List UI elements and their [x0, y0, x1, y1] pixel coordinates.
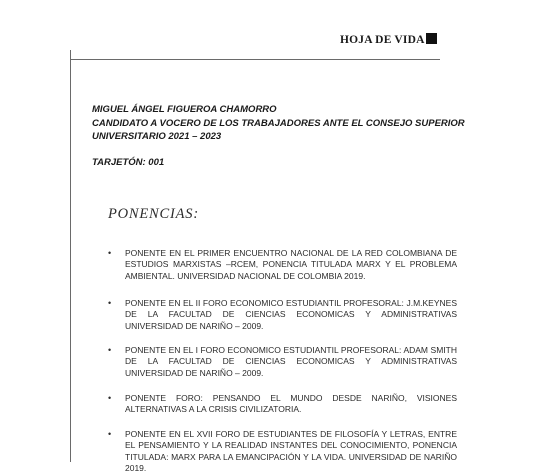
square-marker-icon — [426, 33, 437, 44]
ballot-number: TARJETÓN: 001 — [92, 157, 165, 168]
bullet-icon: • — [108, 345, 112, 355]
list-item — [108, 298, 457, 332]
bullet-icon: • — [108, 393, 112, 403]
list-item-text: PONENTE EN EL I FORO ECONOMICO ESTUDIANTIL PROFESORAL: ADAM SMITH DE LA FACULTAD DE CIENCIAS ECONOMICAS Y ADMINISTRATIVAS UNIVERSIDAD DE NARIÑO – 2009. — [125, 345, 457, 378]
list-item — [108, 393, 457, 416]
list-item-text: PONENTE FORO: PENSANDO EL MUNDO DESDE NARIÑO, VISIONES ALTERNATIVAS A LA CRISIS CIVILIZATORIA. — [125, 393, 457, 415]
list-item-text: PONENTE EN EL II FORO ECONOMICO ESTUDIANTIL PROFESORAL: J.M.KEYNES DE LA FACULTAD DE CIENCIAS ECONOMICAS Y ADMINISTRATIVAS UNIVERSIDAD DE NARIÑO – 2009. — [125, 298, 457, 331]
list-item — [108, 429, 457, 475]
bullet-icon: • — [108, 429, 112, 439]
bullet-icon: • — [108, 248, 112, 258]
candidate-name: MIGUEL ÁNGEL FIGUEROA CHAMORRO — [92, 104, 277, 115]
list-item — [108, 345, 457, 379]
list-item — [108, 248, 457, 282]
document-title: HOJA DE VIDA — [340, 34, 425, 46]
bullet-icon: • — [108, 298, 112, 308]
page-border-left — [70, 50, 71, 462]
candidate-role-line2: UNIVERSITARIO 2021 – 2023 — [92, 131, 222, 142]
candidate-role-line1: CANDIDATO A VOCERO DE LOS TRABAJADORES ANTE EL CONSEJO SUPERIOR — [92, 118, 465, 129]
list-item-text: PONENTE EN EL PRIMER ENCUENTRO NACIONAL DE LA RED COLOMBIANA DE ESTUDIOS MARXISTAS –RCEM, PONENCIA TITULADA MARX Y EL PROBLEMA AMBIENTAL. UNIVERSIDAD NACIONAL DE COLOMBIA 2019. — [125, 248, 457, 281]
section-heading: PONENCIAS: — [108, 206, 199, 222]
list-item-text: PONENTE EN EL XVII FORO DE ESTUDIANTES DE FILOSOFÍA Y LETRAS, ENTRE EL PENSAMIENTO Y LA REALIDAD INSTANTES DEL CONOCIMIENTO, PONENCIA TITULADA: MARX PARA LA EMANCIPACIÓN Y LA VIDA. UNIVERSIDAD DE NARIÑO 2019. — [125, 429, 457, 474]
header-rule — [70, 59, 440, 60]
